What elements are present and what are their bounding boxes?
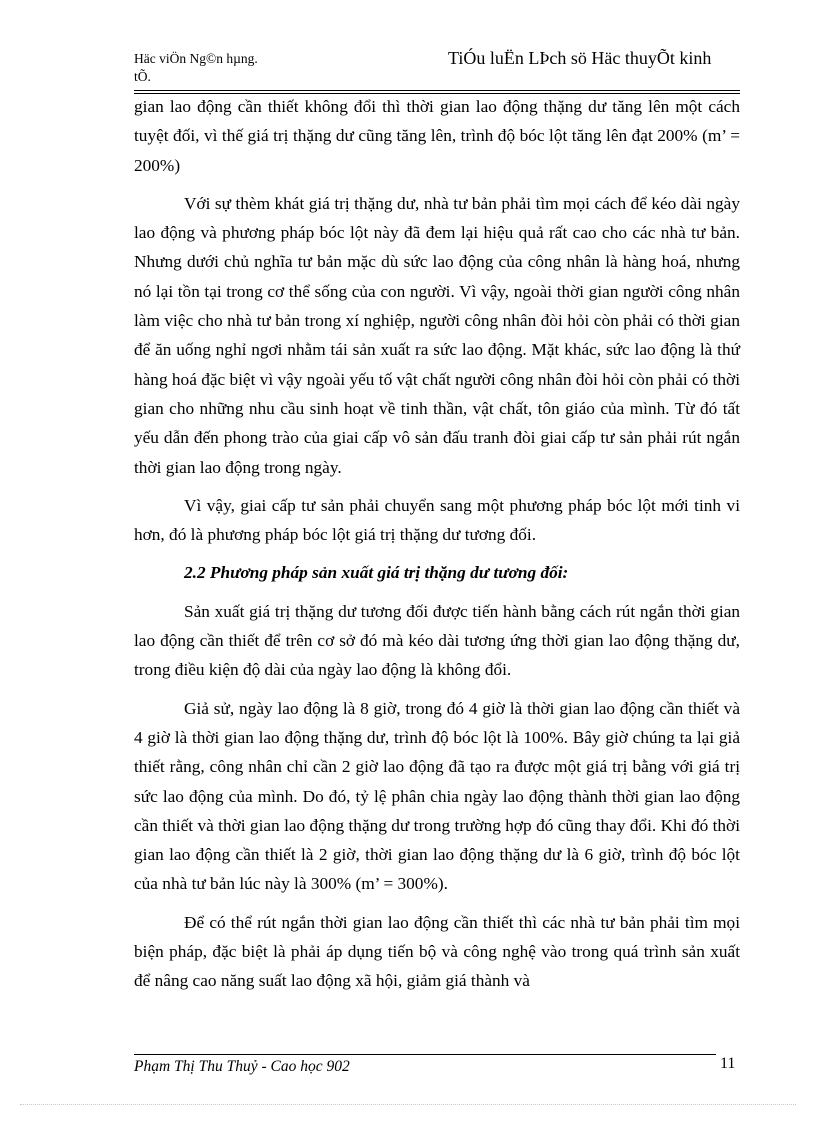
header-title: TiÓu luËn LÞch sö Häc thuyÕt kinh: [448, 48, 712, 68]
header-rule-top: [134, 90, 740, 91]
paragraph: Sản xuất giá trị thặng dư tương đối được tiến hành bằng cách rút ngắn thời gian lao động cần thiết để trên cơ sở đó mà kéo dài tương ứng thời gian lao động thặng dư, trong điều kiện độ dài của ngày lao động là không đổi.: [134, 601, 740, 680]
section-heading: 2.2 Phương pháp sản xuất giá trị thặng dư tương đối:: [184, 563, 569, 583]
header-institution: [134, 50, 334, 86]
footer-author: Phạm Thị Thu Thuỷ - Cao học 902: [134, 1058, 350, 1075]
paragraph: Với sự thèm khát giá trị thặng dư, nhà tư bản phải tìm mọi cách để kéo dài ngày lao động và phương pháp bóc lột này đã đem lại hiệu quả rất cao cho các nhà tư bản. Nhưng dưới chủ nghĩa tư bản mặc dù sức lao động của công nhân là hàng hoá, nhưng nó lại tồn tại trong cơ thể sống của con người. Vì vậy, ngoài thời gian người công nhân làm việc cho nhà tư bản trong xí nghiệp, người công nhân đòi hỏi còn phải có thời gian để ăn uống nghỉ ngơi nhằm tái sản xuất ra sức lao động. Mặt khác, sức lao động là thứ hàng hoá đặc biệt vì vậy ngoài yếu tố vật chất người công nhân đòi hỏi còn phải có thời gian cho những nhu cầu sinh hoạt về tinh thần, vật chất, tôn giáo của mình. Từ đó tất yếu dẫn đến phong trào của giai cấp vô sản đấu tranh đòi giai cấp tư sản phải rút ngắn thời gian lao động trong ngày.: [134, 193, 740, 477]
header-institution-line1: Häc viÖn Ng©n hµng.: [134, 51, 258, 66]
paragraph: Giả sử, ngày lao động là 8 giờ, trong đó 4 giờ là thời gian lao động cần thiết và 4 giờ là thời gian lao động thặng dư, trình độ bóc lột là 100%. Bây giờ chúng ta lại giả thiết rằng, công nhân chỉ cần 2 giờ lao động đã tạo ra được một giá trị bằng với giá trị sức lao động của mình. Do đó, tỷ lệ phân chia ngày lao động thành thời gian lao động cần thiết và thời gian lao động thặng dư trong trường hợp đó cũng thay đổi. Khi đó thời gian lao động cần thiết là 2 giờ, thời gian lao động thặng dư là 6 giờ, trình độ bóc lột của nhà tư bản lúc này là 300% (m’ = 300%).: [134, 698, 740, 894]
paragraph: Vì vậy, giai cấp tư sản phải chuyển sang một phương pháp bóc lột mới tinh vi hơn, đó là phương pháp bóc lột giá trị thặng dư tương đối.: [134, 495, 740, 545]
page-break-divider: [20, 1104, 796, 1105]
header-institution-line2: tÕ.: [134, 69, 151, 84]
page-number: 11: [720, 1055, 736, 1072]
paragraph: Để có thể rút ngắn thời gian lao động cần thiết thì các nhà tư bản phải tìm mọi biện pháp, đặc biệt là phải áp dụng tiến bộ và công nghệ vào trong quá trình sản xuất để nâng cao năng suất lao động xã hội, giảm giá thành và: [134, 912, 740, 991]
paragraph-continuation: gian lao động cần thiết không đổi thì thời gian lao động thặng dư tăng lên một cách tuyệt đối, vì thế giá trị thặng dư cũng tăng lên, trình độ bóc lột tăng lên đạt 200% (m’ = 200%): [134, 97, 740, 175]
body-text: [134, 92, 740, 1005]
footer-rule: [134, 1054, 716, 1055]
